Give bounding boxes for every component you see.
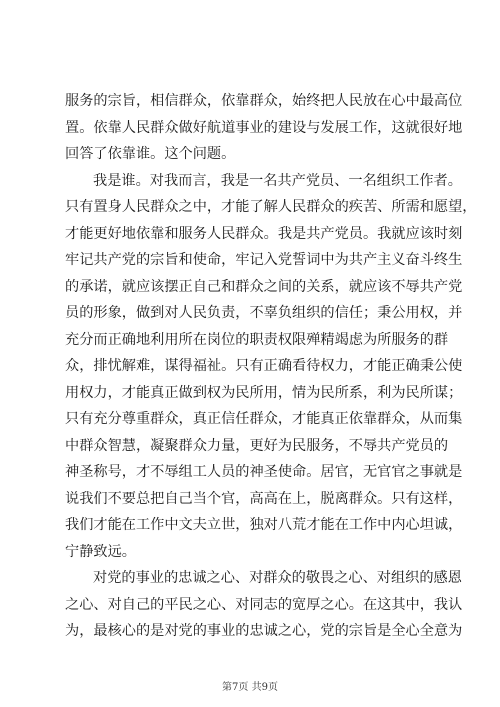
- text-line: 的承诺，就应该摆正自己和群众之间的关系，就应该不辱共产党: [65, 278, 463, 295]
- text-line: 对党的事业的忠诚之心、对群众的敬畏之心、对组织的感恩: [93, 570, 462, 586]
- text-line: 中群众智慧，凝聚群众力量，更好为民服务，不辱共产党员的: [65, 437, 449, 454]
- text-line: 牢记共产党的宗旨和使命，牢记入党誓词中为共产主义奋斗终生: [65, 252, 463, 268]
- text-line: 之心、对自己的平民之心、对同志的宽厚之心。在这其中，我认: [65, 596, 463, 613]
- text-line: 神圣称号，才不辱组工人员的神圣使命。居官，无官官之事就是: [65, 464, 463, 480]
- paragraph-1: [65, 88, 463, 168]
- text-line: 才能更好地依靠和服务人民群众。我是共产党员。我就应该时刻: [65, 225, 463, 242]
- text-line: 用权力，才能真正做到权为民所用，情为民所系，利为民所谋；: [65, 384, 463, 401]
- text-line: 众，排忧解难，谋得福祉。只有正确看待权力，才能正确秉公使: [65, 358, 463, 374]
- text-line: 宁静致远。: [65, 543, 136, 560]
- text-line: 回答了依靠谁。这个问题。: [65, 146, 236, 162]
- text-line: 员的形象，做到对人民负责，不辜负组织的信任；秉公用权，并: [65, 305, 463, 321]
- paragraph-2: [65, 168, 477, 566]
- text-line: 说我们不要总把自己当个官，高高在上，脱离群众。只有这样，: [65, 490, 463, 507]
- paragraph-3: [65, 565, 463, 645]
- text-line: 服务的宗旨，相信群众，依靠群众，始终把人民放在心中最高位: [65, 93, 463, 109]
- text-line: 我们才能在工作中文夫立世，独对八荒才能在工作中内心坦诚，: [65, 517, 463, 533]
- text-line: 只有置身人民群众之中，才能了解人民群众的疾苦、所需和愿望，: [65, 199, 477, 215]
- text-line: 置。依靠人民群众做好航道事业的建设与发展工作，这就很好地: [65, 119, 463, 136]
- page-footer: 第7页 共9页: [222, 682, 278, 693]
- text-line: 充分而正确地利用所在岗位的职责权限殚精竭虑为所服务的群: [65, 331, 449, 348]
- text-line: 我是谁。对我而言，我是一名共产党员、一名组织工作者。: [93, 172, 462, 189]
- text-line: 为，最核心的是对党的事业的忠诚之心，党的宗旨是全心全意为: [65, 623, 463, 639]
- text-line: 只有充分尊重群众，真正信任群众，才能真正依靠群众，从而集: [65, 411, 463, 427]
- document-body: [65, 88, 477, 645]
